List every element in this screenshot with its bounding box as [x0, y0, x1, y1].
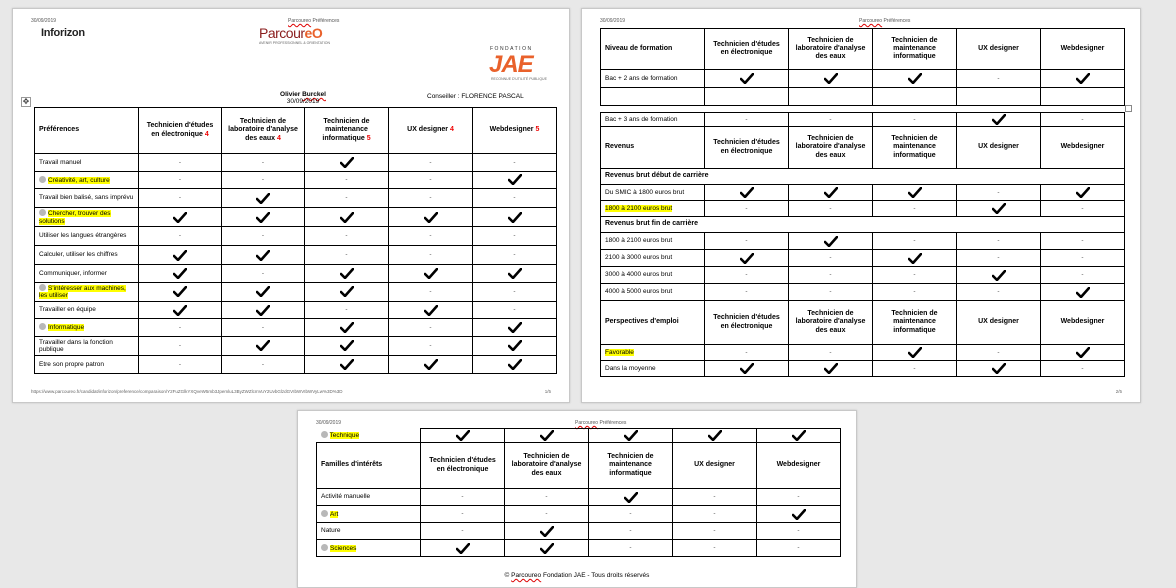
- user-icon: [39, 323, 46, 330]
- jae-logo: JAE: [489, 51, 533, 78]
- row-label: Travailler en équipe: [35, 301, 139, 319]
- user-icon: [321, 544, 328, 551]
- empty-mark: -: [873, 284, 957, 301]
- table-row: [35, 355, 557, 373]
- check-icon: [139, 265, 222, 283]
- empty-mark: -: [222, 154, 305, 172]
- check-icon: [957, 361, 1041, 377]
- check-icon: [757, 429, 841, 443]
- empty-mark: -: [705, 113, 789, 127]
- check-icon: [873, 70, 957, 88]
- job-header: UX designer: [957, 301, 1041, 345]
- job-header: Technicien de maintenance informatique: [873, 127, 957, 169]
- empty-mark: -: [705, 267, 789, 284]
- empty-mark: -: [589, 523, 673, 540]
- check-icon: [305, 154, 389, 172]
- fondation-label: FONDATION: [490, 46, 533, 52]
- table-row: [317, 540, 841, 557]
- table-row: [601, 250, 1125, 267]
- empty-mark: -: [1041, 267, 1125, 284]
- row-label: Du SMIC à 1800 euros brut: [601, 185, 705, 201]
- empty-mark: -: [505, 506, 589, 523]
- empty-mark: -: [957, 345, 1041, 361]
- job-header: Technicien d'études en électronique: [421, 443, 505, 489]
- perspectives-header: Perspectives d'emploi: [601, 301, 705, 345]
- empty-mark: -: [705, 201, 789, 217]
- row-label: Nature: [317, 523, 421, 540]
- row-label: 1800 à 2100 euros brut: [601, 233, 705, 250]
- empty-mark: -: [757, 523, 841, 540]
- job-header: Technicien de laboratoire d'analyse des eaux: [505, 443, 589, 489]
- empty-mark: -: [789, 345, 873, 361]
- empty-mark: -: [139, 319, 222, 337]
- check-icon: [589, 489, 673, 506]
- empty-mark: -: [789, 201, 873, 217]
- row-label: Créativité, art, culture: [35, 171, 139, 189]
- check-icon: [705, 361, 789, 377]
- empty-mark: -: [421, 523, 505, 540]
- check-icon: [1041, 345, 1125, 361]
- empty-mark: -: [473, 282, 557, 301]
- empty-mark: -: [873, 233, 957, 250]
- row-label: 4000 à 5000 euros brut: [601, 284, 705, 301]
- row-label: [601, 88, 705, 106]
- table-row: [35, 246, 557, 265]
- empty-mark: -: [705, 345, 789, 361]
- empty-mark: -: [222, 265, 305, 283]
- job-header: Technicien de maintenance informatique: [589, 443, 673, 489]
- empty-mark: -: [505, 489, 589, 506]
- check-icon: [705, 185, 789, 201]
- user-icon: [321, 431, 328, 438]
- preferences-header: Préférences: [35, 108, 139, 154]
- check-icon: [222, 282, 305, 301]
- empty-mark: -: [957, 70, 1041, 88]
- empty-mark: -: [873, 201, 957, 217]
- row-label: Informatique: [35, 319, 139, 337]
- copyright: © Parcoureo Fondation JAE - Tous droits réservés: [504, 572, 650, 579]
- empty-mark: -: [473, 189, 557, 208]
- table-row: [601, 113, 1125, 127]
- check-icon: [222, 336, 305, 355]
- check-icon: [505, 540, 589, 557]
- empty-mark: -: [957, 233, 1041, 250]
- empty-mark: -: [789, 267, 873, 284]
- empty-mark: -: [589, 540, 673, 557]
- empty-cell: [1041, 88, 1125, 106]
- row-label: Technique: [317, 429, 421, 443]
- empty-mark: -: [789, 250, 873, 267]
- row-label: Calculer, utiliser les chiffres: [35, 246, 139, 265]
- check-icon: [222, 246, 305, 265]
- check-icon: [305, 208, 389, 227]
- row-label: Favorable: [601, 345, 705, 361]
- check-icon: [589, 429, 673, 443]
- parcoureo-logo: ParcoureO: [259, 25, 323, 41]
- check-icon: [222, 208, 305, 227]
- check-icon: [305, 355, 389, 373]
- document-page-2: [581, 8, 1141, 403]
- empty-cell: [873, 88, 957, 106]
- empty-mark: -: [389, 154, 473, 172]
- check-icon: [1041, 284, 1125, 301]
- job-header: Technicien de laboratoire d'analyse des eaux: [789, 301, 873, 345]
- empty-mark: -: [757, 489, 841, 506]
- check-icon: [705, 250, 789, 267]
- row-label: Dans la moyenne: [601, 361, 705, 377]
- empty-cell: [957, 88, 1041, 106]
- check-icon: [505, 429, 589, 443]
- check-icon: [305, 336, 389, 355]
- footer-url: https://www.parcoureo.fr/candidat/inforizon/preference/comparaison/Y2FuZGlkYXQveW5mb3JpemluL3ByZWZlcmVuY2UvbGlzdGVIbWVIbWVyLw%3D%3D: [31, 389, 343, 394]
- table-row: [601, 70, 1125, 88]
- page-number: 2/5: [1115, 389, 1122, 394]
- header-date: 30/09/2019: [600, 18, 626, 24]
- row-label: Sciences: [317, 540, 421, 557]
- advisor-name: Conseiller : FLORENCE PASCAL: [427, 93, 524, 100]
- fin-section-header: Revenus brut fin de carrière: [601, 217, 1125, 233]
- document-page-1: [12, 8, 570, 403]
- check-icon: [705, 70, 789, 88]
- job-header: Technicien de maintenance informatique 5: [305, 108, 389, 154]
- empty-cell: [789, 88, 873, 106]
- empty-mark: -: [305, 301, 389, 319]
- empty-mark: -: [222, 319, 305, 337]
- table-move-handle[interactable]: ✥: [22, 97, 30, 106]
- user-icon: [39, 209, 46, 216]
- empty-mark: -: [873, 361, 957, 377]
- empty-mark: -: [673, 523, 757, 540]
- table-row: [601, 233, 1125, 250]
- row-label: Communiquer, informer: [35, 265, 139, 283]
- familles-header: Familles d'intérêts: [317, 443, 421, 489]
- check-icon: [1041, 185, 1125, 201]
- empty-mark: -: [473, 154, 557, 172]
- row-label: Bac + 2 ans de formation: [601, 70, 705, 88]
- empty-mark: -: [389, 336, 473, 355]
- check-icon: [139, 301, 222, 319]
- check-icon: [873, 185, 957, 201]
- empty-mark: -: [389, 246, 473, 265]
- table-row: [317, 506, 841, 523]
- empty-mark: -: [305, 246, 389, 265]
- user-icon: [321, 510, 328, 517]
- empty-mark: -: [957, 284, 1041, 301]
- table-row: [601, 345, 1125, 361]
- check-icon: [305, 265, 389, 283]
- check-icon: [1041, 70, 1125, 88]
- debut-section-header: Revenus brut début de carrière: [601, 169, 1125, 185]
- table-row: [35, 227, 557, 246]
- check-icon: [957, 267, 1041, 284]
- empty-mark: -: [705, 284, 789, 301]
- table-row: [35, 282, 557, 301]
- check-icon: [139, 208, 222, 227]
- check-icon: [757, 506, 841, 523]
- table-row: [601, 201, 1125, 217]
- empty-mark: -: [757, 540, 841, 557]
- header-title: Parcoureo Préférences: [859, 18, 911, 24]
- check-icon: [139, 282, 222, 301]
- empty-mark: -: [473, 246, 557, 265]
- empty-mark: -: [389, 319, 473, 337]
- job-header: Webdesigner: [1041, 301, 1125, 345]
- job-header: UX designer 4: [389, 108, 473, 154]
- check-icon: [473, 208, 557, 227]
- job-header: Technicien d'études en électronique: [705, 127, 789, 169]
- check-icon: [473, 171, 557, 189]
- empty-mark: -: [673, 506, 757, 523]
- empty-mark: -: [389, 171, 473, 189]
- row-label: Activité manuelle: [317, 489, 421, 506]
- jae-tagline: RECONNUE D'UTILITÉ PUBLIQUE: [491, 77, 547, 81]
- check-icon: [873, 345, 957, 361]
- table-row: [601, 88, 1125, 106]
- job-header: Technicien d'études en électronique: [705, 301, 789, 345]
- check-icon: [957, 113, 1041, 127]
- table-row: [35, 301, 557, 319]
- table-row: [35, 336, 557, 355]
- table-resize-handle[interactable]: [1125, 105, 1132, 112]
- table-row: [317, 429, 841, 443]
- user-icon: [39, 284, 46, 291]
- check-icon: [473, 319, 557, 337]
- job-header: Technicien d'études en électronique 4: [139, 108, 222, 154]
- empty-mark: -: [1041, 233, 1125, 250]
- job-header: Webdesigner: [757, 443, 841, 489]
- empty-mark: -: [139, 189, 222, 208]
- check-icon: [473, 336, 557, 355]
- row-label: 1800 à 2100 euros brut: [601, 201, 705, 217]
- check-icon: [389, 301, 473, 319]
- empty-mark: -: [389, 227, 473, 246]
- empty-mark: -: [421, 489, 505, 506]
- empty-mark: -: [673, 540, 757, 557]
- header-title: Parcoureo Préférences: [288, 18, 340, 24]
- empty-mark: -: [305, 227, 389, 246]
- empty-mark: -: [789, 113, 873, 127]
- empty-mark: -: [389, 282, 473, 301]
- empty-mark: -: [139, 154, 222, 172]
- empty-mark: -: [473, 227, 557, 246]
- table-row: [317, 489, 841, 506]
- job-header: Webdesigner: [1041, 29, 1125, 70]
- empty-mark: -: [222, 171, 305, 189]
- document-page-3: [297, 410, 857, 588]
- header-date: 30/09/2019: [316, 420, 342, 426]
- empty-mark: -: [789, 284, 873, 301]
- row-label: 3000 à 4000 euros brut: [601, 267, 705, 284]
- empty-mark: -: [1041, 250, 1125, 267]
- empty-cell: [705, 88, 789, 106]
- table-row: [601, 267, 1125, 284]
- table-row: [35, 189, 557, 208]
- check-icon: [789, 361, 873, 377]
- row-label: S'intéresser aux machines, les utiliser: [35, 282, 139, 301]
- empty-mark: -: [1041, 113, 1125, 127]
- check-icon: [473, 265, 557, 283]
- header-date: 30/09/2019: [31, 18, 57, 24]
- table-row: [317, 523, 841, 540]
- row-label: Bac + 3 ans de formation: [601, 113, 705, 127]
- check-icon: [222, 301, 305, 319]
- check-icon: [505, 523, 589, 540]
- empty-mark: -: [1041, 201, 1125, 217]
- job-header: UX designer: [673, 443, 757, 489]
- check-icon: [873, 250, 957, 267]
- inforizon-logo: Inforizon: [41, 27, 85, 39]
- row-label: Etre son propre patron: [35, 355, 139, 373]
- check-icon: [305, 319, 389, 337]
- empty-mark: -: [589, 506, 673, 523]
- table-row: [35, 208, 557, 227]
- check-icon: [789, 233, 873, 250]
- job-header: Webdesigner: [1041, 127, 1125, 169]
- row-label: Travail bien balisé, sans imprévu: [35, 189, 139, 208]
- check-icon: [421, 540, 505, 557]
- check-icon: [139, 246, 222, 265]
- table-row: [601, 284, 1125, 301]
- check-icon: [421, 429, 505, 443]
- check-icon: [789, 185, 873, 201]
- empty-mark: -: [1041, 361, 1125, 377]
- candidate-info: Olivier Burckel 30/09/2019: [280, 91, 326, 105]
- empty-mark: -: [873, 113, 957, 127]
- empty-mark: -: [705, 233, 789, 250]
- empty-mark: -: [389, 189, 473, 208]
- job-header: Technicien de maintenance informatique: [873, 301, 957, 345]
- check-icon: [305, 282, 389, 301]
- check-icon: [389, 208, 473, 227]
- empty-mark: -: [673, 489, 757, 506]
- empty-mark: -: [139, 355, 222, 373]
- empty-mark: -: [473, 301, 557, 319]
- row-label: 2100 à 3000 euros brut: [601, 250, 705, 267]
- job-header: Webdesigner 5: [473, 108, 557, 154]
- formation-table: [600, 28, 1125, 106]
- table-row: [35, 319, 557, 337]
- page-number: 1/5: [544, 389, 551, 394]
- empty-mark: -: [305, 171, 389, 189]
- check-icon: [222, 189, 305, 208]
- familles-table: [316, 428, 841, 557]
- table-row: [601, 361, 1125, 377]
- check-icon: [673, 429, 757, 443]
- empty-mark: -: [222, 355, 305, 373]
- row-label: Utiliser les langues étrangères: [35, 227, 139, 246]
- check-icon: [389, 265, 473, 283]
- check-icon: [389, 355, 473, 373]
- job-header: Technicien de laboratoire d'analyse des eaux: [789, 29, 873, 70]
- job-header: UX designer: [957, 29, 1041, 70]
- row-label: Art: [317, 506, 421, 523]
- check-icon: [473, 355, 557, 373]
- job-header: Technicien de maintenance informatique: [873, 29, 957, 70]
- parcoureo-tagline: AVENIR PROFESSIONNEL & ORIENTATION: [259, 41, 331, 45]
- empty-mark: -: [139, 227, 222, 246]
- preferences-table: [34, 107, 557, 374]
- table-row: [35, 265, 557, 283]
- empty-mark: -: [873, 267, 957, 284]
- empty-mark: -: [305, 189, 389, 208]
- user-icon: [39, 176, 46, 183]
- job-header: UX designer: [957, 127, 1041, 169]
- row-label: Travail manuel: [35, 154, 139, 172]
- job-header: Technicien de laboratoire d'analyse des eaux: [789, 127, 873, 169]
- row-label: Travailler dans la fonction publique: [35, 336, 139, 355]
- table-row: [601, 185, 1125, 201]
- job-header: Technicien de laboratoire d'analyse des eaux 4: [222, 108, 305, 154]
- table-row: [35, 171, 557, 189]
- niveau-header: Niveau de formation: [601, 29, 705, 70]
- empty-mark: -: [139, 336, 222, 355]
- header-title: Parcoureo Préférences: [575, 420, 627, 426]
- empty-mark: -: [222, 227, 305, 246]
- empty-mark: -: [421, 506, 505, 523]
- check-icon: [957, 201, 1041, 217]
- empty-mark: -: [957, 250, 1041, 267]
- revenus-header: Revenus: [601, 127, 705, 169]
- table-row: [35, 154, 557, 172]
- empty-mark: -: [957, 185, 1041, 201]
- job-header: Technicien d'études en électronique: [705, 29, 789, 70]
- empty-mark: -: [139, 171, 222, 189]
- revenus-table: [600, 112, 1125, 377]
- check-icon: [789, 70, 873, 88]
- row-label: Chercher, trouver des solutions: [35, 208, 139, 227]
